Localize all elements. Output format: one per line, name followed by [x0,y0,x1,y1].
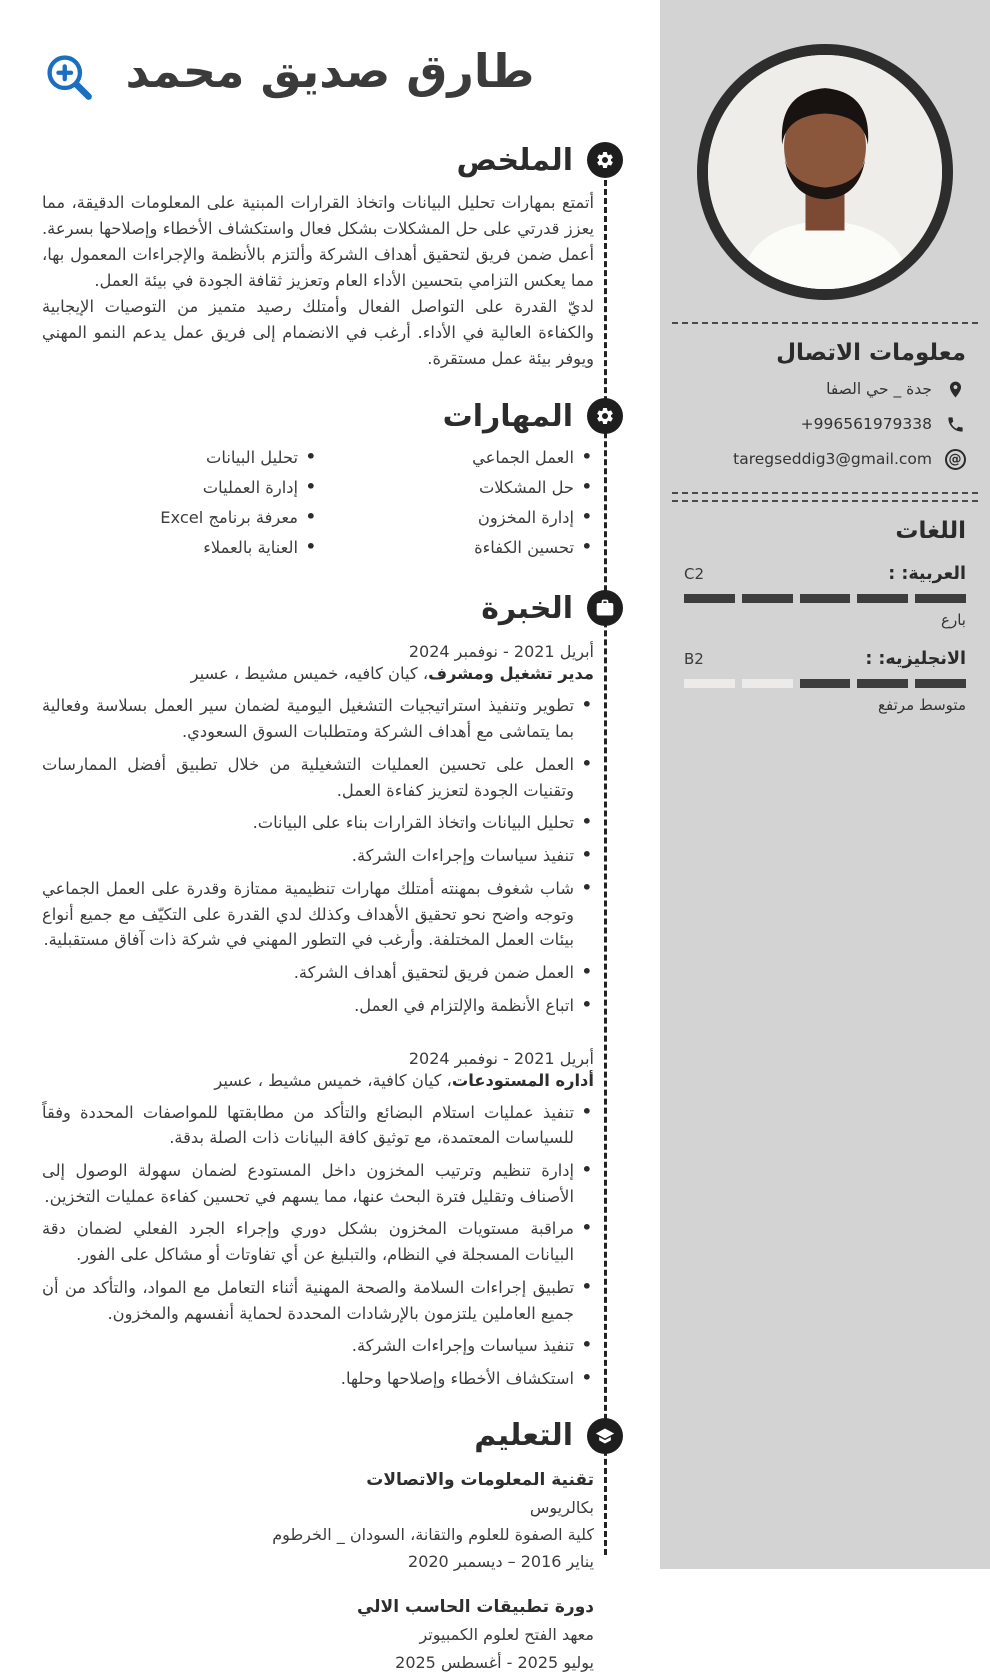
experience-bullet: • استكشاف الأخطاء وإصلاحها وحلها. [42,1366,594,1392]
experience-bullet: • تنفيذ سياسات وإجراءات الشركة. [42,843,594,869]
education-title: التعليم [474,1418,573,1454]
education-line: معهد الفتح لعلوم الكمبيوتر [419,1625,594,1645]
avatar [708,55,942,289]
summary-gear-icon [587,142,623,178]
education-degree: تقنية المعلومات والاتصالات [366,1469,594,1490]
skills-title: المهارات [442,398,573,434]
experience-job [42,642,594,1018]
level-bar-segment [684,594,735,603]
job-dates: أبريل 2021 - نوفمبر 2024 [408,1048,594,1068]
experience-briefcase-icon [587,590,623,626]
experience-section-header [0,590,623,626]
skills-columns [42,448,594,568]
language-level-text: متوسط مرتفع [878,696,966,714]
languages-section-title: اللغات [895,518,966,544]
summary-paragraph: لديّ القدرة على التواصل الفعال وأمتلك رصيد متميز من التوصيات الإيجابية والكفاءة العالية في الأداء. أرغب في الانضمام إلى فريق عمل يدعم النمو المهني ويوفر بيئة عمل مستقرة. [42,297,594,369]
experience-bullet: • شاب شغوف بمهنته أمتلك مهارات تنظيمية ممتازة وقدرة على العمل الجماعي وتوجه واضح نحو تحقيق الأهداف وكذلك لدي القدرة على التكيّف مع جميع أنواع بيئات العمل المختلفة. وأرغب في التطور المهني في شركة ذات آفاق مستقبلية. [42,876,594,953]
experience-bullet: • تطوير وتنفيذ استراتيجيات التشغيل اليومية لضمان سير العمل بسلاسة وفعالية بما يتماشى مع أهداف الشركة ومتطلبات السوق السعودي. [42,693,594,744]
skill-item: • إدارة المخزون [318,508,594,527]
experience-bullet: • العمل على تحسين العمليات التشغيلية من خلال تطبيق أفضل الممارسات وتقنيات الجودة لتعزيز كفاءة العمل. [42,752,594,803]
contact-phone-row [684,413,966,435]
contact-location-row [684,378,966,400]
job-role: مدير تشغيل ومشرف [428,664,594,684]
phone-icon [944,413,966,435]
job-role: أداره المستودعات [451,1070,594,1090]
skill-item: • العناية بالعملاء [42,538,318,557]
job-place: ، كيان كافية، خميس مشيط ، عسير [214,1070,452,1090]
profile-photo [697,44,953,300]
education-section-header [0,1418,623,1454]
education-entry [42,1597,594,1675]
job-place: ، كيان كافيه، خميس مشيط ، عسير [190,664,429,684]
contact-location-text: جدة _ حي الصفا [826,380,932,398]
experience-bullet: • إدارة تنظيم وترتيب المخزون داخل المستودع لضمان سهولة الوصول إلى الأصناف وتقليل فترة البحث عنها، مما يسهم في تحسين كفاءة عمليات التخزين. [42,1158,594,1209]
experience-bullet: • مراقبة مستويات المخزون بشكل دوري وإجراء الجرد الفعلي لضمان دقة البيانات المسجلة في النظام، والتبليغ عن أي تفاوتات أو مشاكل على الفور. [42,1216,594,1267]
contact-email-row [684,448,966,470]
contact-section-title: معلومات الاتصال [776,340,966,366]
education-entry [42,1470,594,1576]
experience-bullet: • تحليل البيانات واتخاذ القرارات بناء على البيانات. [42,810,594,836]
skills-left-column [42,448,318,568]
language-level-code: C2 [684,565,705,583]
experience-job [42,1049,594,1392]
education-line: يناير 2016 – ديسمبر 2020 [408,1552,594,1572]
skill-item: • تحليل البيانات [42,448,318,467]
language-item-english [684,649,966,714]
job-role-line [42,1071,594,1090]
summary-section-header [0,142,623,178]
level-bar-segment [915,679,966,688]
level-bar-segment [800,594,851,603]
level-bar-segment [857,594,908,603]
education-line: بكالريوس [529,1497,594,1517]
divider [672,322,978,324]
skill-item: • إدارة العمليات [42,478,318,497]
skills-gear-icon [587,398,623,434]
summary-text [42,190,594,372]
education-graduation-icon [587,1418,623,1454]
location-icon [944,378,966,400]
language-level-text: بارع [941,611,966,629]
experience-bullet: • تنفيذ سياسات وإجراءات الشركة. [42,1333,594,1359]
education-line: كلية الصفوة للعلوم والتقانة، السودان _ الخرطوم [272,1525,594,1545]
skills-section-header [0,398,623,434]
language-level-bars [684,679,966,688]
education-line: يوليو 2025 - أغسطس 2025 [395,1652,594,1672]
skills-right-column [318,448,594,568]
divider [672,492,978,494]
experience-title: الخبرة [481,590,573,626]
job-role-line [42,664,594,683]
at-icon: @ [944,448,966,470]
timeline-dashed-line [604,162,607,1555]
contact-email-text: taregseddig3@gmail.com [733,450,932,468]
skill-item: • تحسين الكفاءة [318,538,594,557]
education-degree: دورة تطبيقات الحاسب الالي [356,1597,594,1618]
experience-bullet: • تطبيق إجراءات السلامة والصحة المهنية أثناء التعامل مع المواد، والتأكد من أن جميع العاملين يلتزمون بالإرشادات المحددة لحماية أنفسهم والمخزون. [42,1275,594,1326]
level-bar-segment [684,679,735,688]
zoom-in-icon[interactable] [42,50,94,102]
profile-photo-wrap [660,44,990,300]
skill-item: • حل المشكلات [318,478,594,497]
experience-bullet: • تنفيذ عمليات استلام البضائع والتأكد من مطابقتها للمواصفات المحددة وفقاً للسياسات المعتمدة، مع توثيق كافة البيانات ذات الصلة بدقة. [42,1100,594,1151]
contact-phone-text: +996561979338 [800,415,932,433]
experience-bullet: • اتباع الأنظمة والإلتزام في العمل. [42,993,594,1019]
language-level-bars [684,594,966,603]
level-bar-segment [915,594,966,603]
level-bar-segment [857,679,908,688]
summary-title: الملخص [456,142,573,178]
language-label: الانجليزيه: : [865,649,966,669]
summary-paragraph: أتمتع بمهارات تحليل البيانات واتخاذ القرارات المبنية على المعلومات الدقيقة، مما يعزز قدرتي على حل المشكلات بشكل فعال واستكشاف الأخطاء وإصلاحها بسرعة. أعمل ضمن فريق لتحقيق أهداف الشركة وألتزم بالأنظمة والإجراءات المعمول بها، مما يعكس التزامي بتحسين الأداء العام وتعزيز ثقافة الجودة في بيئة العمل. [42,193,594,291]
skill-item: • معرفة برنامج Excel [42,508,318,527]
job-dates: أبريل 2021 - نوفمبر 2024 [408,642,594,662]
candidate-name: طارق صديق محمد [125,44,535,98]
language-label: العربية: : [888,564,966,584]
language-item-arabic [684,564,966,629]
experience-bullet: • العمل ضمن فريق لتحقيق أهداف الشركة. [42,960,594,986]
level-bar-segment [742,679,793,688]
language-level-code: B2 [684,650,704,668]
level-bar-segment [742,594,793,603]
level-bar-segment [800,679,851,688]
divider [672,500,978,502]
skill-item: • العمل الجماعي [318,448,594,467]
sidebar [660,0,990,1569]
